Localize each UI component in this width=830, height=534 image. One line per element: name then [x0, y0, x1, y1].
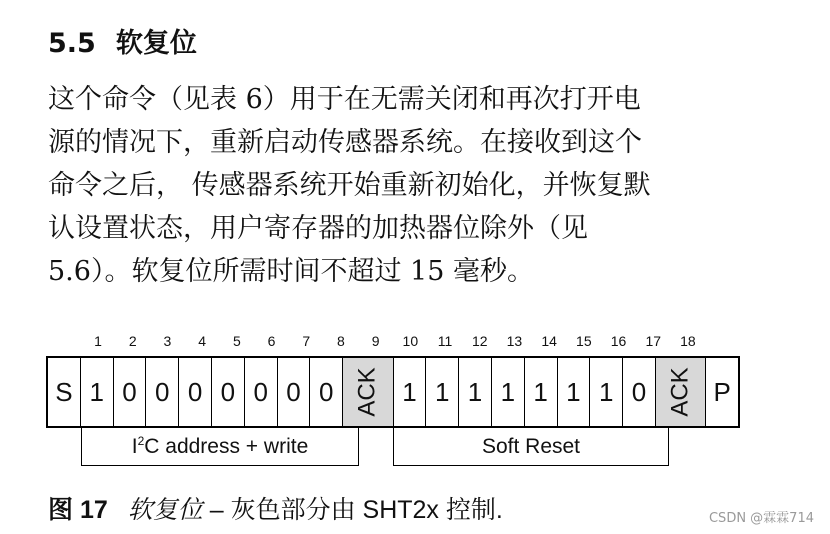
paragraph-line: 命令之后， 传感器系统开始重新初始化，并恢复默	[48, 170, 651, 201]
register-cell-text: P	[713, 376, 731, 407]
register-cell	[558, 358, 591, 426]
soft-reset-label: Soft Reset	[481, 434, 581, 458]
register-cell-text: 1	[598, 376, 614, 407]
register-cell-text: 0	[319, 376, 334, 407]
register-cell-text: 0	[122, 376, 137, 407]
bit-number: 10	[402, 333, 419, 349]
register-cell	[459, 358, 492, 426]
register-cell	[310, 358, 343, 426]
bit-number: 16	[610, 333, 627, 349]
register-cell	[81, 358, 114, 426]
ack-cell	[343, 358, 393, 426]
paragraph-line: 这个命令（见表 6）用于在无需关闭和再次打开电	[48, 84, 641, 115]
register-cell-text: S	[55, 376, 73, 407]
register-cell-text: 1	[402, 376, 417, 407]
register-cell-text: ACK	[666, 367, 694, 417]
bit-number: 4	[198, 333, 207, 349]
register-cell-text: 1	[533, 376, 548, 407]
section-number: 5.5	[48, 28, 96, 59]
bit-number: 17	[645, 333, 662, 349]
register-cell	[525, 358, 558, 426]
register-cell-text: 1	[89, 376, 104, 407]
paragraph	[48, 78, 808, 293]
register-cell	[114, 358, 147, 426]
bit-number: 11	[437, 333, 453, 349]
figure-label: 图 17	[48, 496, 108, 524]
paragraph-line: 5.6）。软复位所需时间不超过 15 毫秒。	[48, 256, 534, 287]
figure-title: 软复位	[127, 495, 203, 524]
register-cell	[706, 358, 738, 426]
bit-number: 14	[541, 333, 557, 349]
bit-number: 15	[576, 333, 592, 349]
register-diagram	[46, 356, 740, 428]
bit-number: 9	[371, 333, 380, 349]
register-cell-text: 0	[220, 376, 236, 407]
bit-number: 3	[163, 333, 172, 349]
section-title: 软复位	[115, 28, 197, 59]
paragraph-line: 认设置状态，用户寄存器的加热器位除外（见	[48, 213, 588, 244]
section-heading	[48, 24, 197, 64]
soft-reset-bracket	[393, 428, 669, 466]
bit-number: 2	[128, 333, 137, 349]
register-cell-text: 1	[467, 376, 483, 407]
register-cell	[278, 358, 311, 426]
address-write-bracket	[81, 428, 359, 466]
bit-number: 18	[680, 333, 696, 349]
register-cell	[492, 358, 525, 426]
bit-number: 8	[337, 333, 345, 349]
bit-number: 7	[302, 333, 311, 349]
figure-description: – 灰色部分由 SHT2x 控制.	[202, 496, 503, 524]
register-cell-text: 0	[631, 376, 647, 407]
register-cell	[48, 358, 81, 426]
register-cell-text: 0	[253, 376, 268, 407]
register-cell	[394, 358, 427, 426]
bit-number: 6	[267, 333, 276, 349]
register-cell	[212, 358, 245, 426]
bit-number: 12	[471, 333, 488, 349]
address-bracket-label: $I^2C$ address + write	[131, 433, 309, 458]
register-cell-text: 0	[155, 376, 170, 407]
register-cell-text: 1	[434, 376, 450, 407]
watermark: CSDN @霖霖714	[708, 511, 814, 526]
ack-cell	[656, 358, 706, 426]
paragraph-line: 源的情况下，重新启动传感器系统。在接收到这个	[48, 127, 642, 158]
register-cell	[623, 358, 656, 426]
register-cell-text: ACK	[353, 367, 381, 417]
register-cell-text: 1	[566, 376, 581, 407]
bit-number: 1	[94, 333, 102, 349]
register-cell	[179, 358, 212, 426]
register-cell	[245, 358, 278, 426]
register-cell	[146, 358, 179, 426]
register-cell-text: 1	[500, 376, 516, 407]
bit-number-row	[46, 333, 742, 353]
bit-number: 13	[506, 333, 523, 349]
figure-caption	[48, 490, 503, 526]
register-cell-text: 0	[187, 376, 203, 407]
bit-number: 5	[232, 333, 241, 349]
register-cell-text: 0	[286, 376, 301, 407]
register-cell	[590, 358, 623, 426]
register-cell	[426, 358, 459, 426]
